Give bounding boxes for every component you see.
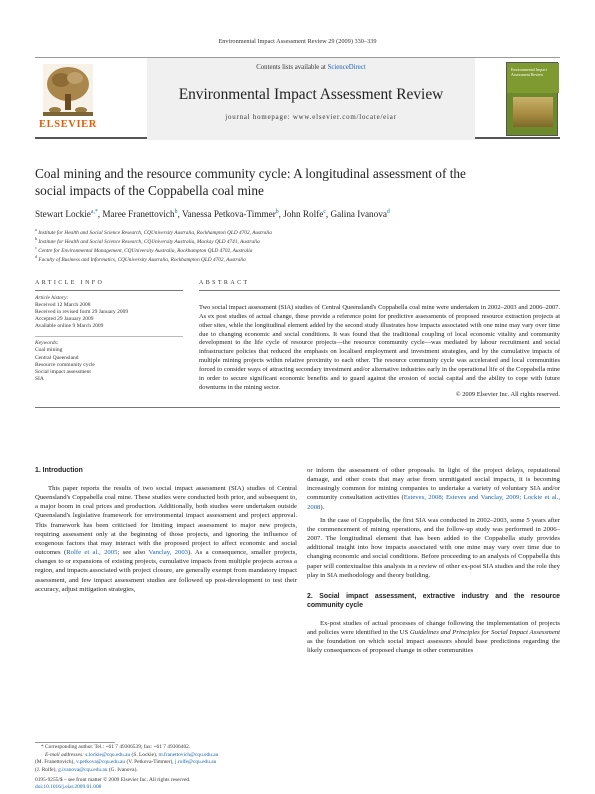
affiliation <box>35 245 560 254</box>
author-name[interactable]: John Rolfe <box>283 209 324 220</box>
section-heading: 1. Introduction <box>35 467 83 474</box>
cover-title: Environmental Impact Assessment Review <box>511 67 547 77</box>
email-link[interactable]: j.rolfe@cqu.edu.au <box>174 759 217 765</box>
keyword: Central Queensland <box>35 354 79 361</box>
history-entry: Available online 9 March 2009 <box>35 323 104 330</box>
citation-link[interactable]: Esteves, 2008; Esteves and Vanclay, 2009; Lockie et al., 2008 <box>307 494 560 511</box>
guidelines-title: Guidelines and Principles for Social Impact Assessment <box>409 629 560 637</box>
email-addresses: E-mail addresses: s.lockie@cqu.edu.au (S. Lockie), m.franettovich@cqu.edu.au <box>45 751 219 758</box>
article-info-heading: ARTICLE INFO <box>35 280 105 286</box>
elsevier-tree-icon <box>43 64 93 116</box>
abstract-text: Two social impact assessment (SIA) studies of Central Queensland's Coppabella coal mine were undertaken in 2002–2003 and 2006–2007. As ex post studies of actual change, these provide a reference point for predictive assessments of proposed resource extraction projects at other sites, while the longitudinal element added by the second study illustrates how impacts associated with one mine may vary over time due to changing economic and social conditions. It was found that the traditional coupling of local economic vitality and community development to the life cycle of resource projects—the resource community cycle—was mediated by labour recruitment and social infrastructure policies that reduced the emphasis on localised employment and investment strategies, and by the cumulative impacts of multiple mining projects within relative proximity to each other. The resource community cycle was accelerated and local communities forced to consider ways of attracting secondary investment and/or alternative industries early in the operational life of the Coppabella mine in order to secure significant economic benefits and to guard against the erosion of social capital and the ability to cope with future downturns in the mining sector. <box>199 304 560 391</box>
email-link[interactable]: s.lockie@cqu.edu.au <box>85 751 131 758</box>
contents-line: Contents lists available at ScienceDirect <box>256 64 366 71</box>
email-link[interactable]: m.franettovich@cqu.edu.au <box>158 751 219 758</box>
author-affiliation-mark[interactable]: c <box>323 209 326 215</box>
issn-line: 0195-9255/$ – see front matter © 2009 Elsevier Inc. All rights reserved. <box>35 777 191 783</box>
affiliation-text: Institute for Health and Social Science Research, CQUniversity Australia, Rockhampton QLD 4702, Australia <box>38 229 272 236</box>
author-separator: , <box>177 209 182 220</box>
running-head: Environmental Impact Assessment Review 29 (2009) 330–339 <box>218 38 377 45</box>
author-separator: , <box>97 209 103 220</box>
affiliation-mark: a <box>35 227 37 232</box>
article-history <box>35 295 183 331</box>
paragraph: In the case of Coppabella, the first SIA was conducted in 2002–2003, some 5 years after the commencement of mining operations, and the follow-up study was performed in 2006–2007. The longitudinal element that has been added to the Coppabella study provides additional insight into how impacts associated with one mine may vary over time due to changing economic and social conditions. Before proceeding to an analysis of Coppabella this paper will contextualise this analysis in a review of other ex-post SIA studies and the role they play in SIA methodology and theory building. <box>307 516 560 579</box>
article-identifiers <box>35 777 297 791</box>
body-column-right <box>307 466 560 656</box>
author-name[interactable]: Stewart Lockie <box>35 209 91 220</box>
journal-homepage: journal homepage: www.elsevier.com/locate/eiar <box>225 114 397 121</box>
keywords-label: Keywords: <box>35 340 59 347</box>
affiliation-text: Faculty of Business and Informatics, CQUniversity Australia, Rockhampton QLD 4702, Australia <box>38 256 246 263</box>
email-addresses-continued: (M. Franettovich), v.petkova@cqu.edu.au (V. Petkova-Timmer), j.rolfe@cqu.edu.au <box>35 759 217 765</box>
keyword: SIA <box>35 376 44 383</box>
divider <box>35 407 560 408</box>
abstract-heading: ABSTRACT <box>199 280 250 286</box>
paragraph-continued: or inform the assessment of other proposals. In light of the project delays, reputational damage, and other costs that may arise from unmitigated social impacts, it is becoming increasingly common for mining companies to undertake a variety of voluntary SIA and/or community consultation activities (Esteves, 2008; Esteves and Vanclay, 2009; Lockie et al., 2008). <box>307 467 560 511</box>
history-entry: Received 12 March 2008 <box>35 301 91 308</box>
journal-banner <box>147 58 475 140</box>
affiliation-text: Institute for Health and Social Science Research, CQUniversity Australia, Mackay QLD 4741, Australia <box>38 238 260 245</box>
author-affiliation-mark[interactable]: a,* <box>90 209 98 215</box>
article-title-line-1: Coal mining and the resource community cycle: A longitudinal assessment of the <box>35 166 466 181</box>
cover-image <box>513 97 553 127</box>
homepage-link[interactable]: www.elsevier.com/locate/eiar <box>292 114 397 121</box>
affiliation-mark: c <box>35 245 37 250</box>
email-link[interactable]: v.petkova@cqu.edu.au <box>76 759 126 765</box>
divider <box>35 336 183 337</box>
affiliation <box>35 236 560 245</box>
author-name[interactable]: Vanessa Petkova-Timmer <box>181 209 276 220</box>
affiliation-mark: b <box>35 236 38 241</box>
abstract-header <box>199 280 560 291</box>
footnote <box>35 744 297 774</box>
doi-link[interactable]: doi:10.1016/j.eiar.2009.01.008 <box>35 784 102 790</box>
keywords <box>35 340 183 383</box>
divider <box>35 290 183 291</box>
section-heading: 2. Social impact assessment, extractive industry and the resource community cycle <box>307 592 560 609</box>
author-separator: , <box>278 209 284 220</box>
divider <box>199 290 560 291</box>
citation-link[interactable]: Vanclay, 2003 <box>148 549 189 557</box>
affiliation <box>35 227 560 236</box>
author-list <box>35 209 560 219</box>
journal-name: Environmental Impact Assessment Review <box>178 86 444 103</box>
publisher-wordmark: ELSEVIER <box>39 119 97 130</box>
article-title <box>35 165 560 199</box>
history-label: Article history: <box>35 294 69 301</box>
affiliation-text: Centre for Environmental Management, CQUniversity Australia, Rockhampton QLD 4702, Australia <box>38 247 253 254</box>
sciencedirect-link[interactable]: ScienceDirect <box>327 64 366 71</box>
keyword: Resource community cycle <box>35 361 95 368</box>
footnote-rule <box>35 742 115 743</box>
affiliation <box>35 254 560 263</box>
history-entry: Received in revised form 29 January 2009 <box>35 309 129 315</box>
author-separator: , <box>325 209 331 220</box>
keyword: Coal mining <box>35 347 63 354</box>
abstract-copyright: © 2009 Elsevier Inc. All rights reserved. <box>455 391 560 398</box>
journal-masthead <box>35 57 560 139</box>
body-column-left <box>35 466 297 594</box>
author-affiliation-mark[interactable]: b <box>275 209 279 215</box>
author-affiliation-mark[interactable]: d <box>386 209 390 215</box>
citation-link[interactable]: Rolfe et al., 2005 <box>66 549 118 557</box>
publisher-logo[interactable] <box>35 64 101 134</box>
paragraph: Ex-post studies of actual processes of change following the implementation of projects and policies were identified in the US Guidelines and Principles for Social Impact Assessment as the foundation on which social impact assessors should base predictions regarding the likely consequences of proposed change in other communities <box>307 619 560 655</box>
author-name[interactable]: Maree Franettovich <box>102 209 175 220</box>
author-name[interactable]: Galina Ivanova <box>330 209 387 220</box>
article-info-panel <box>35 280 183 383</box>
keyword: Social impact assessment <box>35 369 91 376</box>
journal-cover-thumbnail[interactable] <box>506 62 558 136</box>
email-addresses-continued: (J. Rolfe), g.ivanova@cqu.edu.au (G. Ivanova). <box>35 766 138 773</box>
affiliation-mark: d <box>35 254 38 259</box>
email-link[interactable]: g.ivanova@cqu.edu.au <box>58 766 108 773</box>
article-title-line-2: social impacts of the Coppabella coal mine <box>35 183 264 198</box>
author-affiliation-mark[interactable]: b <box>174 209 178 215</box>
corresponding-author: * Corresponding author. Tel.: +61 7 49306539; fax: +61 7 49306402. <box>41 744 191 750</box>
history-entry: Accepted 29 January 2009 <box>35 316 94 323</box>
paragraph: This paper reports the results of two social impact assessment (SIA) studies of Central Queensland's Coppabella coal mine. These studies were conducted both prior, and subsequent to, a major boom in coal prices and production. Additionally, both studies were undertaken outside Queensland's legislative framework for environmental impact assessment and project approval. This framework has been criticised for limiting impact assessment to major new projects, requiring assessment only at the beginning of those projects, and ignoring the influence of exogenous factors that may interact with the proposed project to affect economic and social outcomes (Rolfe et al., 2005; see also Vanclay, 2003). As a consequence, smaller projects, changes to or expansions of existing projects, cumulative impacts from multiple projects across a region, and impacts associated with project closure, are generally exempt from mandatory impact assessment, and few impact assessment studies are followed up post-development to test their accuracy, adjust mitigation strategies, <box>35 485 297 593</box>
